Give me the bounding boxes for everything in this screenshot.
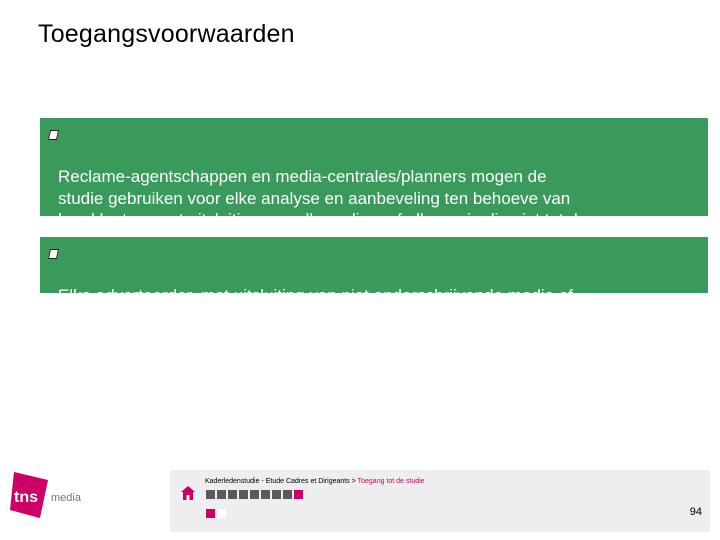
breadcrumb-separator: >: [349, 478, 358, 485]
progress-step[interactable]: [239, 490, 248, 499]
home-icon[interactable]: [180, 485, 196, 501]
slide-title: Toegangsvoorwaarden: [38, 20, 295, 48]
progress-step[interactable]: [206, 490, 215, 499]
bullet-item-1: [58, 123, 694, 252]
progress-step[interactable]: [261, 490, 270, 499]
progress-step[interactable]: [217, 490, 226, 499]
section-progress: [206, 490, 303, 499]
progress-step[interactable]: [228, 490, 237, 499]
progress-step[interactable]: [250, 490, 259, 499]
next-icon[interactable]: [217, 509, 226, 518]
bullet-text-2: Elke adverteerder, met uitsluiting van niet onderschrijvende media of reclame-regies, kan voor eigen gebruik de studie benutten.: [58, 286, 574, 327]
progress-step[interactable]: [272, 490, 281, 499]
slide-nav: [206, 509, 226, 518]
bullet-text-1: Reclame-agentschappen en media-centrales/planners mogen de studie gebruiken voor elke analyse en aanbeveling ten behoeve van hun klanten, met uitsluiting van elk medium of elke regie die niet tot de: [58, 167, 588, 229]
prev-icon[interactable]: [206, 509, 215, 518]
bullet-icon: [48, 249, 59, 259]
breadcrumb-current: Toegang tot de studie: [357, 478, 425, 485]
bullet-box-1: [40, 118, 708, 229]
breadcrumb: [205, 478, 425, 485]
tns-media-logo: [10, 470, 85, 520]
bullet-box-2: [40, 237, 708, 327]
progress-step[interactable]: [283, 490, 292, 499]
progress-step[interactable]: [294, 490, 303, 499]
logo-sub: media: [51, 492, 81, 504]
breadcrumb-main: Kaderledenstudie - Etude Cadres et Dirigeants: [205, 478, 350, 485]
logo-text: tns: [14, 489, 38, 506]
bullet-icon: [48, 130, 59, 140]
bullet-item-2: [58, 242, 694, 328]
page-number: 94: [689, 506, 702, 518]
